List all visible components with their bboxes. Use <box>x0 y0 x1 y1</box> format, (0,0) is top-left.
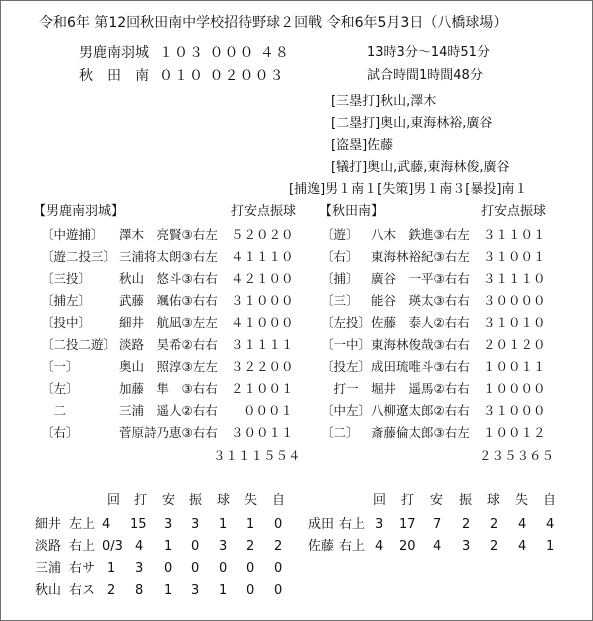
pitcher-r: 0 <box>246 583 255 598</box>
pitcher-er: 0 <box>274 561 283 576</box>
pitcher-hand: 右上 <box>69 539 96 554</box>
pitch-col-bf: 打 <box>134 493 148 508</box>
pitcher-r: 4 <box>518 539 527 554</box>
pitcher-so: 3 <box>191 583 200 598</box>
pitcher-bf: 8 <box>135 583 144 598</box>
home-totals: ２３５３６５ <box>479 448 555 463</box>
pitcher-er: 1 <box>546 539 555 554</box>
home-row-pos: 〔捕〕 <box>321 271 359 286</box>
game-time-span: 13時3分～14時51分 <box>367 45 490 60</box>
away-row-pos: 〔左〕 <box>41 381 79 396</box>
home-row-stats: ３１０１０ <box>483 315 546 330</box>
pitch-col-bf: 打 <box>401 493 415 508</box>
pitcher-bb: 2 <box>490 539 499 554</box>
away-row-stats: ３００１１ <box>231 425 294 440</box>
away-row-stats: ２１００１ <box>231 381 294 396</box>
away-row-player: 細井 航凪③左左 <box>119 315 218 330</box>
away-row-stats: ３１１１１ <box>231 337 294 352</box>
pitcher-r: 0 <box>246 561 255 576</box>
pitcher-h: 0 <box>164 561 173 576</box>
away-row-pos: 〔中遊捕〕 <box>41 227 104 242</box>
home-row-pos: 〔左投〕 <box>321 315 372 330</box>
home-row-stats: １００００ <box>483 381 546 396</box>
away-row-pos: 〔一〕 <box>41 359 79 374</box>
pitcher-name: 秋山 <box>35 583 62 598</box>
home-row-pos: 〔三〕 <box>321 293 359 308</box>
away-row-player: 奥山 照淳③左左 <box>119 359 218 374</box>
pitcher-bb: 0 <box>219 561 228 576</box>
pitcher-hand: 右ス <box>69 583 96 598</box>
pitcher-h: 7 <box>433 517 442 532</box>
pitcher-so: 3 <box>191 517 200 532</box>
pitcher-ip: 1 <box>107 561 116 576</box>
home-row-player: 堀井 遥馬②右右 <box>371 381 470 396</box>
pitcher-er: 0 <box>274 517 283 532</box>
home-row-player: 八柳遼太郎②右右 <box>371 403 470 418</box>
note-sacrifices: [犠打]奥山,武藤,東海林俊,廣谷 <box>331 160 510 175</box>
pitch-col-ip: 回 <box>107 493 121 508</box>
pitcher-er: 0 <box>274 583 283 598</box>
home-stats-header: 打安点振球 <box>481 204 547 219</box>
away-row-pos: 〔投中〕 <box>41 315 92 330</box>
pitcher-bb: 1 <box>219 517 228 532</box>
pitcher-er: 4 <box>546 517 555 532</box>
home-row-pos: 〔遊〕 <box>321 227 359 242</box>
pitcher-name: 成田 <box>308 517 335 532</box>
away-row-stats: ３２２００ <box>231 359 294 374</box>
home-row-player: 斎藤倫太郎③右左 <box>371 425 470 440</box>
pitcher-h: 3 <box>164 517 173 532</box>
pitcher-h: 1 <box>164 539 173 554</box>
away-row-player: 加藤 隼 ③右右 <box>119 381 218 396</box>
away-row-player: 淡路 昊希②右右 <box>119 337 218 352</box>
note-errors: [捕逸]男１南１[失策]男１南３[暴投]南１ <box>289 182 528 197</box>
pitcher-so: 0 <box>191 539 200 554</box>
pitcher-hand: 右上 <box>339 539 366 554</box>
away-row-stats: ０００１ <box>243 403 294 418</box>
away-row-pos: 〔右〕 <box>41 425 79 440</box>
pitcher-name: 佐藤 <box>308 539 335 554</box>
pitch-col-so: 振 <box>459 493 473 508</box>
pitcher-bf: 3 <box>135 561 144 576</box>
pitch-col-r: 失 <box>244 493 258 508</box>
pitcher-bf: 4 <box>135 539 144 554</box>
pitcher-h: 1 <box>164 583 173 598</box>
away-row-stats: ３１０００ <box>231 293 294 308</box>
pitcher-ip: 4 <box>102 517 111 532</box>
pitch-col-er: 自 <box>543 493 557 508</box>
pitcher-so: 3 <box>462 539 471 554</box>
pitcher-bf: 17 <box>399 517 416 532</box>
home-row-stats: ３１０００ <box>483 403 546 418</box>
home-row-player: 八木 鉄進③右左 <box>371 227 470 242</box>
pitcher-bf: 20 <box>399 539 416 554</box>
home-row-stats: ３００００ <box>483 293 546 308</box>
away-row-pos: 〔二投二遊〕 <box>41 337 117 352</box>
away-row-stats: ４２１００ <box>231 271 294 286</box>
pitcher-name: 三浦 <box>35 561 62 576</box>
pitch-col-ip: 回 <box>373 493 387 508</box>
pitcher-bf: 15 <box>130 517 147 532</box>
away-row-stats: ５２０２０ <box>231 227 294 242</box>
home-row-stats: ２０１２０ <box>483 337 546 352</box>
pitch-col-h: 安 <box>162 493 176 508</box>
away-row-pos: 〔三投〕 <box>41 271 92 286</box>
home-row-player: 廣谷 一平③右右 <box>371 271 470 286</box>
home-row-pos: 〔二〕 <box>321 425 359 440</box>
pitch-col-er: 自 <box>272 493 286 508</box>
pitcher-ip: 2 <box>107 583 116 598</box>
home-row-stats: １００１１ <box>483 359 546 374</box>
game-duration: 試合時間1時間48分 <box>367 68 483 83</box>
pitcher-hand: 右上 <box>339 517 366 532</box>
away-row-player: 武藤 颯佑③右右 <box>119 293 218 308</box>
pitch-col-so: 振 <box>189 493 203 508</box>
pitcher-ip: 0/3 <box>102 539 123 554</box>
home-row-pos: 〔一中〕 <box>321 337 372 352</box>
home-row-pos: 〔右〕 <box>321 249 359 264</box>
home-row-player: 佐藤 泰人②右右 <box>371 315 470 330</box>
note-triples: [三塁打]秋山,澤木 <box>331 94 437 109</box>
away-row-stats: ４１１１０ <box>231 249 294 264</box>
pitcher-r: 1 <box>246 517 255 532</box>
away-row-player: 秋山 悠斗③右右 <box>119 271 218 286</box>
pitcher-ip: 4 <box>375 539 384 554</box>
linescore-away-innings: １０３ ０００ ４８ <box>159 45 290 61</box>
away-row-player: 三浦将太朗③右左 <box>119 249 218 264</box>
pitcher-name: 淡路 <box>35 539 62 554</box>
home-row-stats: ３１１１０ <box>483 271 546 286</box>
pitcher-h: 4 <box>433 539 442 554</box>
pitcher-ip: 3 <box>375 517 384 532</box>
home-row-stats: １００１２ <box>483 425 546 440</box>
pitcher-hand: 左上 <box>69 517 96 532</box>
pitcher-bb: 2 <box>490 517 499 532</box>
pitch-col-bb: 球 <box>217 493 231 508</box>
home-row-stats: ３１１０１ <box>483 227 546 242</box>
linescore-home-innings: ０１０ ０２００３ <box>159 68 285 84</box>
home-row-player: 成田琉唯斗③右右 <box>371 359 470 374</box>
home-row-stats: ３１００１ <box>483 249 546 264</box>
pitcher-bb: 3 <box>219 539 228 554</box>
away-row-player: 三浦 遥人②右右 <box>119 403 218 418</box>
home-row-pos: 〔投左〕 <box>321 359 372 374</box>
home-row-player: 東海林俊哉③右右 <box>371 337 470 352</box>
home-row-player: 東海林裕紀③右左 <box>371 249 470 264</box>
pitcher-so: 2 <box>462 517 471 532</box>
away-stats-header: 打安点振球 <box>231 204 297 219</box>
away-row-pos: 二 <box>41 403 67 418</box>
pitch-col-h: 安 <box>430 493 444 508</box>
pitch-col-r: 失 <box>515 493 529 508</box>
pitcher-hand: 右サ <box>69 561 96 576</box>
away-row-pos: 〔遊二投三〕 <box>41 249 117 264</box>
away-row-player: 菅原詩乃恵③右右 <box>119 425 218 440</box>
away-team-label: 【男鹿南羽城】 <box>33 204 125 219</box>
linescore-away-name: 男鹿南羽城 <box>79 45 149 61</box>
away-row-player: 澤木 亮賢③右左 <box>119 227 218 242</box>
away-row-stats: ４１０００ <box>231 315 294 330</box>
pitcher-name: 細井 <box>35 517 62 532</box>
away-row-pos: 〔捕左〕 <box>41 293 92 308</box>
home-team-label: 【秋田南】 <box>319 204 385 219</box>
home-row-pos: 〔中左〕 <box>321 403 372 418</box>
pitcher-er: 2 <box>274 539 283 554</box>
pitcher-so: 0 <box>191 561 200 576</box>
away-totals: ３１１１５５４ <box>213 448 301 463</box>
home-row-pos: 打一 <box>321 381 359 396</box>
note-doubles: [二塁打]奥山,東海林裕,廣谷 <box>331 116 493 131</box>
pitcher-r: 4 <box>518 517 527 532</box>
linescore-home-name: 秋 田 南 <box>79 68 149 84</box>
page-title: 令和6年 第12回秋田南中学校招待野球２回戦 令和6年5月3日（八橋球場） <box>39 15 508 31</box>
pitcher-bb: 1 <box>219 583 228 598</box>
home-row-player: 能谷 瑛太③右右 <box>371 293 470 308</box>
pitcher-r: 2 <box>246 539 255 554</box>
note-steals: [盗塁]佐藤 <box>331 138 394 153</box>
pitch-col-bb: 球 <box>487 493 501 508</box>
